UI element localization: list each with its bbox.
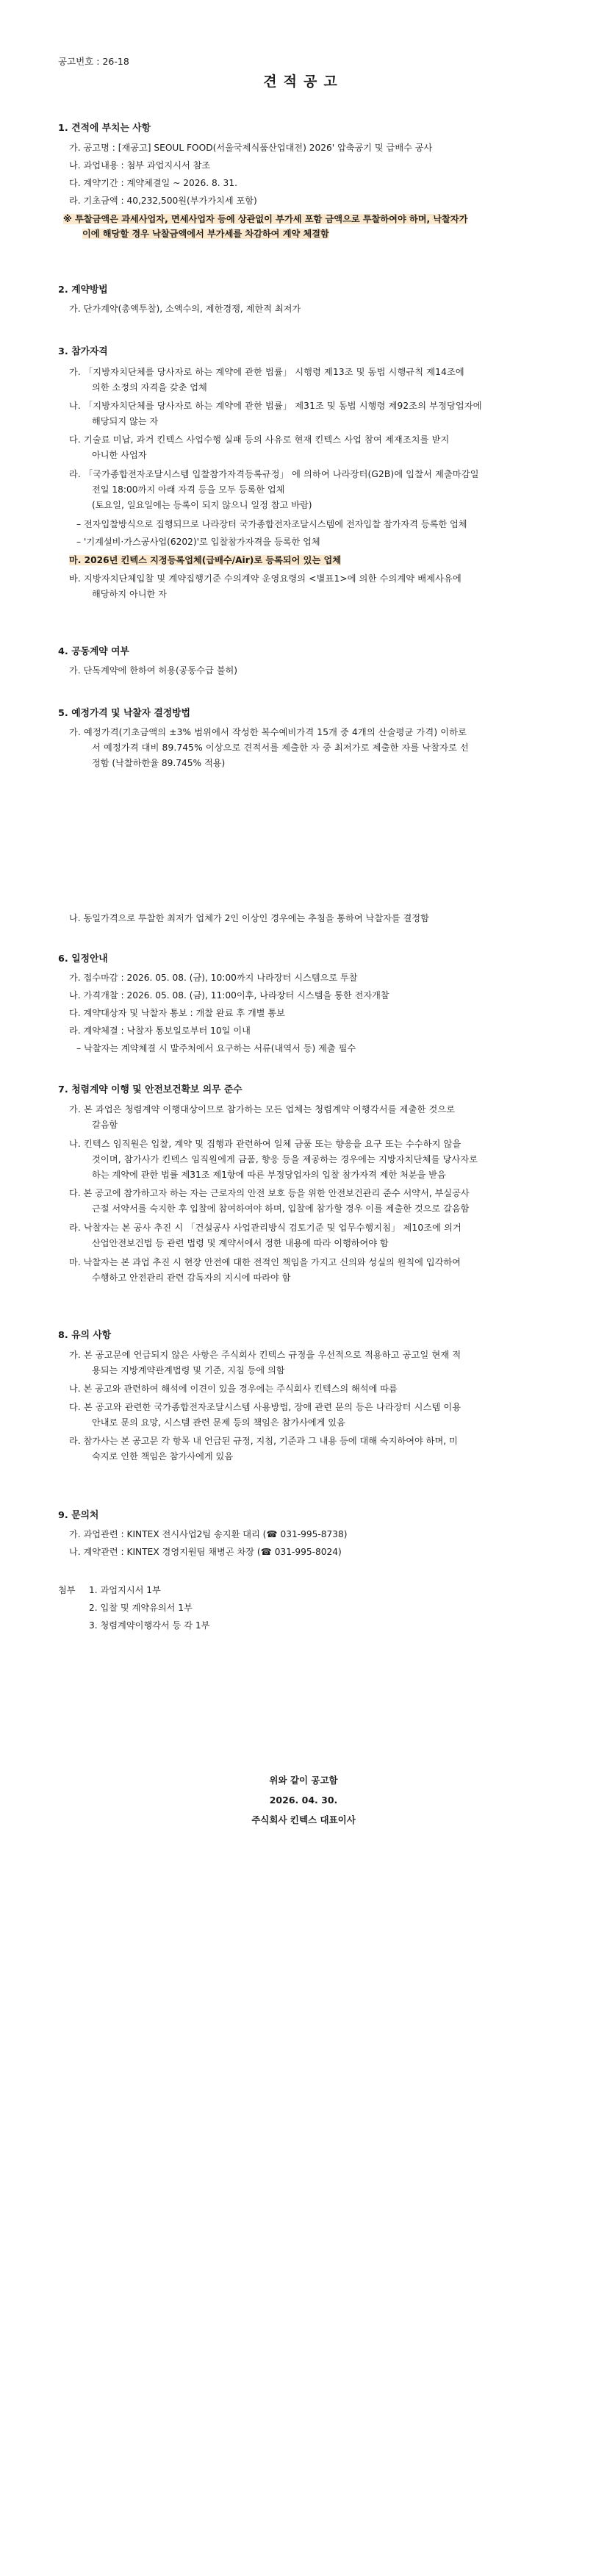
s8-item-na: 나. 본 공고와 관련하여 해석에 이견이 있을 경우에는 주식회사 킨텍스의 해석에 따름 xyxy=(69,1384,398,1394)
s6-item-notification: 다. 계약대상자 및 낙찰자 통보 : 개찰 완료 후 개별 통보 xyxy=(69,1008,285,1018)
s3-dash-license: – '기계설비·가스공사업(6202)'로 입찰참가자격을 등록한 업체 xyxy=(76,537,320,547)
s1-item-base-amount: 라. 기초금액 : 40,232,500원(부가가치세 포함) xyxy=(69,196,257,206)
doc-number: 공고번호 : 26-18 xyxy=(58,56,129,67)
s7-item-ga-cont: 갈음함 xyxy=(92,1120,118,1130)
s7-item-ma: 마. 낙찰자는 본 과업 추진 시 현장 안전에 대한 전적인 책임을 가지고 신의와 성실의 원칙에 입각하여 xyxy=(69,1257,461,1267)
closing-statement: 위와 같이 공고함 xyxy=(269,1775,338,1786)
s3-item-da: 다. 기술료 미납, 과거 킨텍스 사업수행 실패 등의 사유로 현재 킨텍스 사업 참여 제재조치를 받지 xyxy=(69,434,450,445)
s8-item-ga-cont: 용되는 지방계약관계법령 및 기준, 지침 등에 의함 xyxy=(92,1365,285,1375)
s9-contact-task: 가. 과업관련 : KINTEX 전시사업2팀 송지환 대리 (☎ 031-995-8738) xyxy=(69,1529,348,1539)
s7-item-da: 다. 본 공고에 참가하고자 하는 자는 근로자의 안전 보호 등을 위한 안전보건관리 준수 서약서, 부실공사 xyxy=(69,1188,470,1198)
s5-item-ga-cont: 서 예정가격 대비 89.745% 이상으로 견적서를 제출한 자 중 최저가로 제출한 자를 낙찰자로 선 xyxy=(92,743,469,753)
s8-item-ra: 라. 참가사는 본 공고문 각 항목 내 언급된 규정, 지침, 기준과 그 내용 등에 대해 숙지하여야 하며, 미 xyxy=(69,1436,458,1446)
s1-item-announcement-name: 가. 공고명 : [재공고] SEOUL FOOD(서울국제식품산업대전) 2026' 압축공기 및 급배수 공사 xyxy=(69,143,433,153)
s5-item-ga: 가. 예정가격(기초금액의 ±3% 범위에서 작성한 복수예비가격 15개 중 4개의 산술평균 가격) 이하로 xyxy=(69,727,467,737)
section-1-heading: 1. 견적에 부치는 사항 xyxy=(58,123,151,134)
s9-contact-contract: 나. 계약관련 : KINTEX 경영지원팀 채병곤 차장 (☎ 031-995-8024) xyxy=(69,1547,342,1557)
s8-item-ga: 가. 본 공고문에 언급되지 않은 사항은 주식회사 킨텍스 규정을 우선적으로 적용하고 공고일 현재 적 xyxy=(69,1350,461,1360)
s3-item-ba: 바. 지방자치단체입찰 및 계약집행기준 수의계약 운영요령의 <별표1>에 의한 수의계약 배제사유에 xyxy=(69,573,461,584)
s3-item-ma-text: 마. 2026년 킨텍스 지정등록업체(급배수/Air)로 등록되어 있는 업체 xyxy=(69,555,342,565)
s4-item-joint-contract: 가. 단독계약에 한하여 허용(공동수급 불허) xyxy=(69,665,238,676)
s3-item-ra-cont: 전일 18:00까지 아래 자격 등을 모두 등록한 업체 xyxy=(92,484,285,495)
s7-item-ma-cont: 수행하고 안전관리 관련 감독자의 지시에 따라야 함 xyxy=(92,1273,291,1283)
s3-item-ga-cont: 의한 소정의 자격을 갖춘 업체 xyxy=(92,382,207,393)
s1-item-contract-period: 다. 계약기간 : 계약체결일 ~ 2026. 8. 31. xyxy=(69,178,237,188)
s1-item-task-content: 나. 과업내용 : 첨부 과업지시서 참조 xyxy=(69,160,211,171)
s2-item-contract-method: 가. 단가계약(총액투찰), 소액수의, 제한경쟁, 제한적 최저가 xyxy=(69,304,301,314)
s1-vat-note-cont xyxy=(82,227,329,240)
s6-item-opening: 나. 가격개찰 : 2026. 05. 08. (금), 11:00이후, 나라장터 시스템을 통한 전자개찰 xyxy=(69,990,389,1001)
s6-dash-documents: – 낙찰자는 계약체결 시 발주처에서 요구하는 서류(내역서 등) 제출 필수 xyxy=(76,1043,356,1053)
s7-item-na: 나. 킨텍스 임직원은 입찰, 계약 및 집행과 관련하여 일체 금품 또는 향응을 요구 또는 수수하지 않을 xyxy=(69,1139,461,1149)
s8-item-da-cont: 안내로 문의 요망, 시스템 관련 문제 등의 책임은 참가사에게 있음 xyxy=(92,1417,345,1428)
s6-item-deadline: 가. 접수마감 : 2026. 05. 08. (금), 10:00까지 나라장터 시스템으로 투찰 xyxy=(69,973,358,983)
section-7-heading: 7. 청렴계약 이행 및 안전보건확보 의무 준수 xyxy=(58,1084,243,1095)
s7-item-da-cont: 근절 서약서를 숙지한 후 입찰에 참여하여야 하며, 입찰에 참가할 경우 이를 제출한 것으로 갈음함 xyxy=(92,1203,470,1214)
s3-item-na: 나. 「지방자치단체를 당사자로 하는 계약에 관한 법률」 제31조 및 동법 시행령 제92조의 부정당업자에 xyxy=(69,401,482,411)
section-2-heading: 2. 계약방법 xyxy=(58,285,108,296)
s8-item-ra-cont: 숙지로 인한 책임은 참가사에게 있음 xyxy=(92,1451,234,1461)
s7-item-na-cont2: 하는 계약에 관한 법률 제31조 제1항에 따른 부정당업자의 입찰 참가자격 제한 처분을 받음 xyxy=(92,1170,446,1180)
s6-item-contract: 라. 계약체결 : 낙찰자 통보일로부터 10일 이내 xyxy=(69,1026,251,1036)
section-6-heading: 6. 일정안내 xyxy=(58,954,108,965)
s7-item-ra-cont: 산업안전보건법 등 관련 법령 및 계약서에서 정한 내용에 따라 이행하여야 함 xyxy=(92,1238,389,1248)
s3-item-ra: 라. 「국가종합전자조달시스템 입찰참가자격등록규정」 에 의하여 나라장터(G2B)에 입찰서 제출마감일 xyxy=(69,469,479,479)
s5-item-na: 나. 동일가격으로 투찰한 최저가 업체가 2인 이상인 경우에는 추첨을 통하여 낙찰자를 결정함 xyxy=(69,913,429,923)
attachment-item-3: 3. 청렴계약이행각서 등 각 1부 xyxy=(89,1620,210,1631)
s3-item-ma xyxy=(69,554,341,567)
s3-item-ga: 가. 「지방자치단체를 당사자로 하는 계약에 관한 법률」 시행령 제13조 및 동법 시행규칙 제14조에 xyxy=(69,367,464,377)
s3-item-na-cont: 해당되지 않는 자 xyxy=(92,416,159,426)
section-4-heading: 4. 공동계약 여부 xyxy=(58,646,129,657)
s1-vat-note-line1: ※ 투찰금액은 과세사업자, 면세사업자 등에 상관없이 부가세 포함 금액으로 투찰하여야 하며, 낙찰자가 xyxy=(63,214,468,224)
attachment-item-1: 1. 과업지시서 1부 xyxy=(89,1585,161,1595)
s3-item-ba-cont: 해당하지 아니한 자 xyxy=(92,589,167,599)
s3-item-ra-note: (토요일, 일요일에는 등록이 되지 않으니 일정 참고 바람) xyxy=(92,500,312,510)
s7-item-ga: 가. 본 과업은 청렴계약 이행대상이므로 참가하는 모든 업체는 청렴계약 이행각서를 제출한 것으로 xyxy=(69,1104,456,1115)
s7-item-na-cont1: 것이며, 참가사가 킨텍스 임직원에게 금품, 향응 등을 제공하는 경우에는 지방자치단체를 당사자로 xyxy=(92,1154,478,1164)
s7-item-ra: 라. 낙찰자는 본 공사 추진 시 「건설공사 사업관리방식 검토기준 및 업무수행지침」 제10조에 의거 xyxy=(69,1223,461,1233)
attachments-label: 첨부 xyxy=(58,1585,76,1595)
section-5-heading: 5. 예정가격 및 낙찰자 결정방법 xyxy=(58,708,190,719)
closing-date: 2026. 04. 30. xyxy=(269,1795,338,1806)
section-9-heading: 9. 문의처 xyxy=(58,1510,99,1521)
section-3-heading: 3. 참가자격 xyxy=(58,346,108,357)
s1-vat-note xyxy=(63,212,467,226)
s3-item-da-cont: 아니한 사업자 xyxy=(92,450,147,460)
s1-vat-note-line2: 이에 해당할 경우 낙찰금액에서 부가세를 차감하여 계약 체결함 xyxy=(82,229,329,239)
page-title: 견적공고 xyxy=(263,74,344,90)
closing-organization: 주식회사 킨텍스 대표이사 xyxy=(251,1814,356,1825)
attachment-item-2: 2. 입찰 및 계약유의서 1부 xyxy=(89,1603,193,1613)
section-8-heading: 8. 유의 사항 xyxy=(58,1330,112,1341)
s8-item-da: 다. 본 공고와 관련한 국가종합전자조달시스템 사용방법, 장애 관련 문의 등은 나라장터 시스템 이용 xyxy=(69,1402,461,1412)
s3-dash-e-bidding: – 전자입찰방식으로 집행되므로 나라장터 국가종합전자조달시스템에 전자입찰 참가자격 등록한 업체 xyxy=(76,519,467,529)
s5-item-ga-rate: 정함 (낙찰하한율 89.745% 적용) xyxy=(92,758,226,768)
